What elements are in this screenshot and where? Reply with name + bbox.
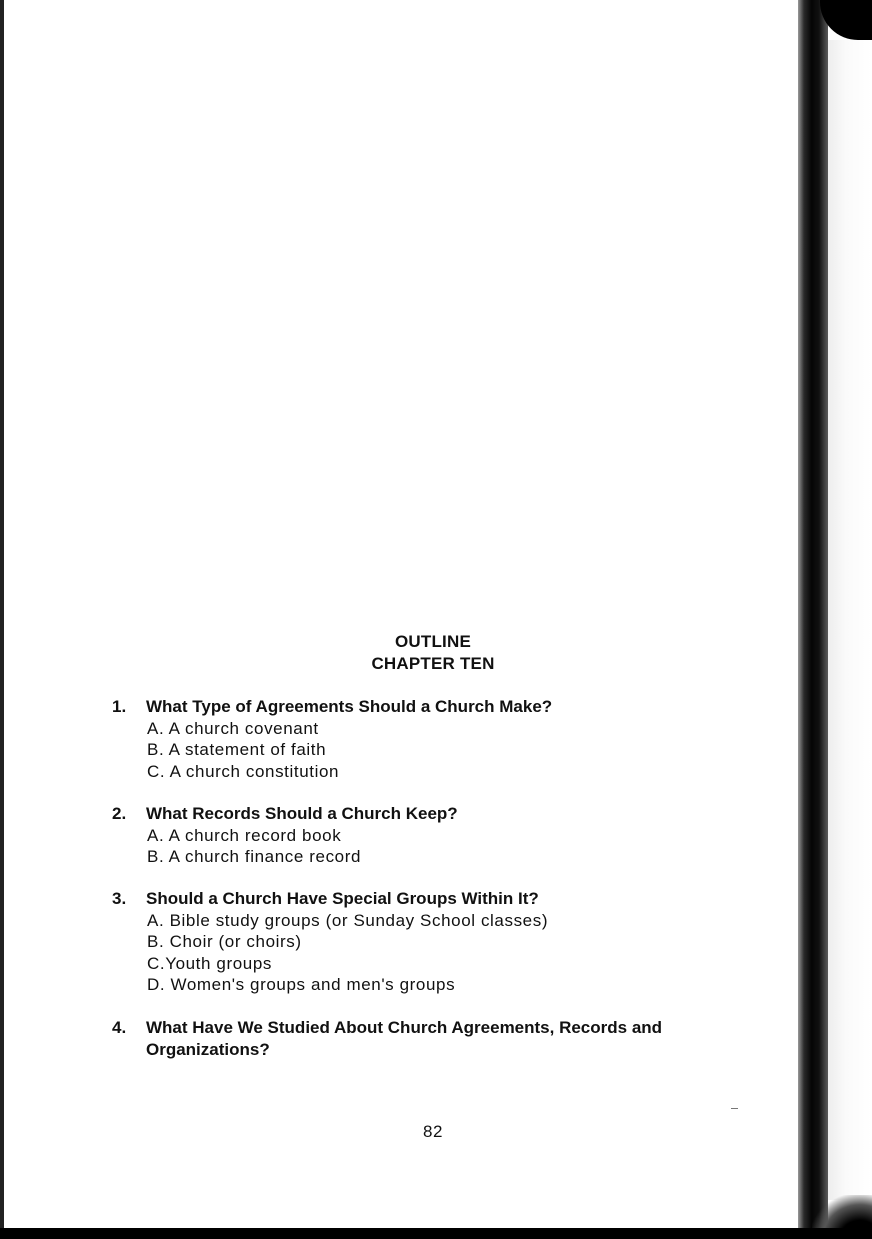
question-row: [112, 1017, 772, 1039]
question-text: Should a Church Have Special Groups Within It?: [146, 889, 539, 908]
list-item-text: A. A church covenant: [147, 718, 319, 738]
list-item-text: A. A church record book: [147, 825, 342, 845]
list-item-text: B. A statement of faith: [147, 740, 327, 759]
list-item-text: C.Youth groups: [147, 953, 272, 973]
list-item: [112, 910, 772, 932]
question-number: 4.: [112, 1018, 127, 1037]
question-row: [112, 888, 772, 910]
bottom-page-edge: [0, 1228, 872, 1239]
list-item-text: B. A church finance record: [147, 847, 362, 866]
list-item: [112, 761, 772, 783]
left-page-edge: [0, 0, 4, 1239]
chapter-title: CHAPTER TEN: [371, 654, 495, 673]
question-text: What Type of Agreements Should a Church Make?: [146, 697, 553, 716]
list-item: [112, 953, 772, 975]
question-text: What Records Should a Church Keep?: [146, 804, 458, 823]
list-item: [112, 931, 772, 953]
question-row: [112, 696, 772, 718]
question-row-continued: [112, 1039, 772, 1061]
list-item: [112, 825, 772, 847]
outline-section-4: [112, 1017, 772, 1060]
question-number: 3.: [112, 889, 127, 908]
list-item: [112, 739, 772, 761]
outline-title: OUTLINE: [394, 632, 471, 651]
page-number: 82: [423, 1122, 443, 1141]
question-number: 2.: [112, 804, 127, 823]
question-text-line-2: Organizations?: [146, 1039, 270, 1059]
list-item-text: A. Bible study groups (or Sunday School classes): [147, 910, 549, 930]
question-text-line-1: What Have We Studied About Church Agreements, Records and: [146, 1018, 663, 1037]
question-number: 1.: [112, 697, 127, 716]
list-item-text: C. A church constitution: [147, 761, 340, 781]
stray-mark: [731, 1108, 738, 1109]
question-row: [112, 803, 772, 825]
outline-section-3: [112, 888, 772, 996]
list-item-text: D. Women's groups and men's groups: [147, 975, 456, 994]
outline-section-1: [112, 696, 772, 782]
outline-section-2: [112, 803, 772, 868]
list-item-text: B. Choir (or choirs): [147, 932, 302, 951]
list-item: [112, 974, 772, 996]
list-item: [112, 718, 772, 740]
list-item: [112, 846, 772, 868]
